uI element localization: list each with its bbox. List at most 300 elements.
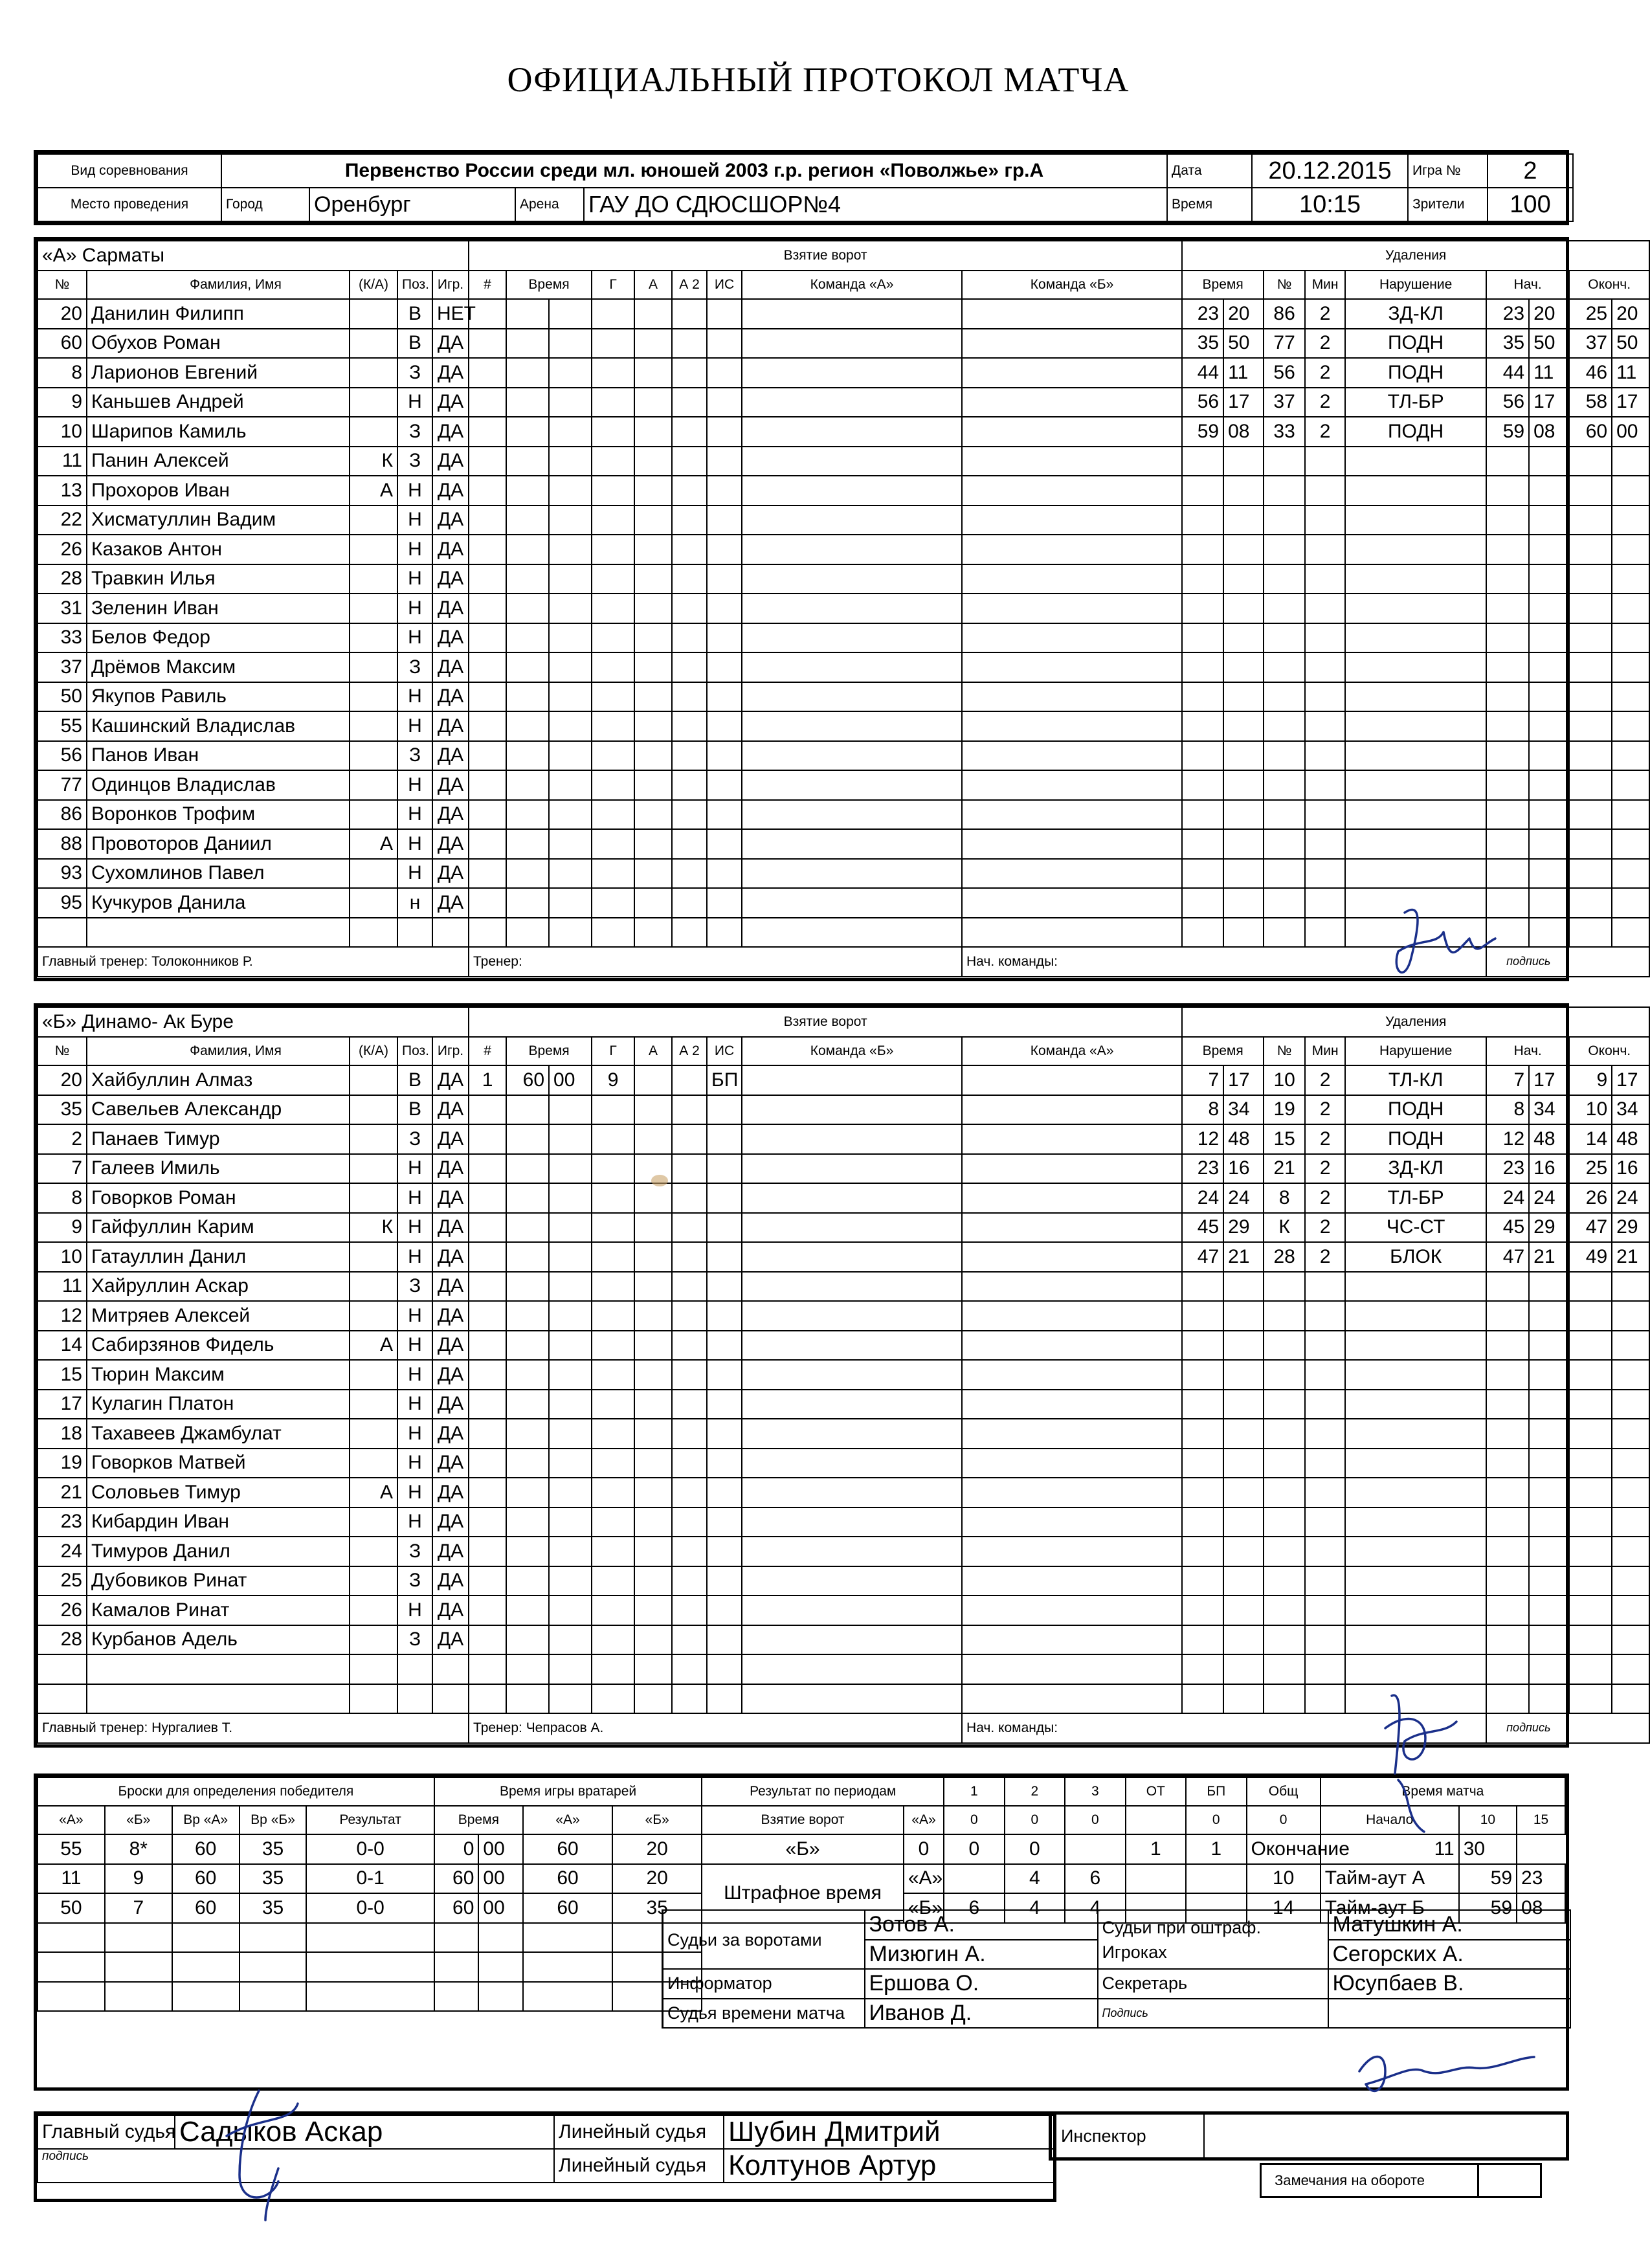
pen-start-sec [1529,859,1569,889]
goal-assist-1 [634,1301,672,1331]
goal-number [469,711,506,741]
goal-lineup-opp [962,623,1182,653]
pen-end-min [1569,1566,1612,1596]
pen-end-min: 14 [1569,1124,1612,1154]
player-name: Тюрин Максим [87,1360,350,1390]
player-row [38,299,1649,329]
goals-b-cell: 0 [944,1834,1004,1864]
player-row [38,770,1649,800]
goal-assist-2 [672,888,707,918]
pen-time-min [1182,1625,1223,1655]
pen-start-min [1486,1537,1529,1566]
goal-time-sec [549,506,592,535]
goal-time-sec [549,800,592,830]
goals-a-total: 0 [1247,1806,1321,1834]
pen-time-min: 47 [1182,1242,1223,1272]
pen-player [1264,623,1305,653]
pen-end-min [1569,770,1612,800]
so-b: 7 [105,1893,172,1923]
pen-start-sec: 24 [1529,1183,1569,1213]
player-position: Н [397,711,432,741]
pen-end-min: 49 [1569,1242,1612,1272]
goal-assist-1 [634,1566,672,1596]
pen-minutes [1305,859,1345,889]
pen-time-sec [1223,1478,1264,1507]
player-position: Н [397,770,432,800]
goal-number [469,770,506,800]
goal-scorer [592,829,634,859]
so-res: 0-0 [306,1893,434,1923]
goal-assist-1 [634,859,672,889]
so-vrb [240,1982,307,2012]
pen-time-min [1182,594,1223,623]
player-number: 55 [38,711,87,741]
goal-lineup-opp [962,1625,1182,1655]
goal-lineup-own [742,329,962,359]
pen-end-sec [1612,1478,1649,1507]
player-played: ДА [432,329,469,359]
player-role [350,652,397,682]
so-a [38,1982,105,2012]
goals-row-label: Взятие ворот [702,1806,904,1834]
pen-start-sec [1529,1301,1569,1331]
goal-number [469,594,506,623]
player-number: 15 [38,1360,87,1390]
goal-assist-1 [634,800,672,830]
pen-minutes [1305,1449,1345,1478]
pen-time-sec [1223,888,1264,918]
goal-situation [707,1595,742,1625]
so-col-vra: Вр «А» [172,1806,240,1834]
goal-situation [707,564,742,594]
col-pen-time: Время [1182,1037,1264,1065]
goal-time-sec [549,1537,592,1566]
linesman-1: Шубин Дмитрий [724,2115,1054,2149]
pen-time-sec: 50 [1223,329,1264,359]
so-a [38,1952,105,1982]
goal-time-min [506,1301,549,1331]
player-role: А [350,829,397,859]
goal-assist-1 [634,447,672,476]
goal-time-sec: 00 [549,1065,592,1095]
pen-start-min [1486,1390,1529,1419]
pen-end-sec: 24 [1612,1183,1649,1213]
pen-violation: ЗД-КЛ [1345,299,1486,329]
pen-end-min: 10 [1569,1095,1612,1125]
pen-time-sec [1223,1272,1264,1302]
goal-assist-1 [634,652,672,682]
player-played: ДА [432,358,469,388]
pen-time-sec: 16 [1223,1154,1264,1184]
so-col-vrb: Вр «Б» [240,1806,307,1834]
goal-assist-2 [672,388,707,417]
pen-start-sec: 20 [1529,299,1569,329]
goal-number [469,1272,506,1302]
pen-start-min [1486,1566,1529,1596]
pen-minutes [1305,918,1345,948]
pen-start-min [1486,1419,1529,1449]
pen-time-min [1182,1272,1223,1302]
period-1-head: 1 [944,1777,1004,1806]
goal-lineup-own [742,1272,962,1302]
pen-end-min: 60 [1569,417,1612,447]
pen-time-min [1182,711,1223,741]
player-position: Н [397,1242,432,1272]
pen-violation [1345,859,1486,889]
player-played: ДА [432,1242,469,1272]
goal-time-sec [549,329,592,359]
goal-lineup-own [742,888,962,918]
pen-player [1264,447,1305,476]
pen-time-sec: 11 [1223,358,1264,388]
goal-number [469,1507,506,1537]
player-number [38,1684,87,1714]
pen-time-sec [1223,564,1264,594]
goal-assist-1 [634,623,672,653]
pen-end-sec [1612,888,1649,918]
pen-start-sec: 17 [1529,388,1569,417]
goal-assist-2 [672,741,707,771]
player-number: 14 [38,1331,87,1361]
pen-time-sec [1223,1654,1264,1684]
player-row [38,800,1649,830]
player-name: Говорков Матвей [87,1449,350,1478]
pen-time-sec [1223,623,1264,653]
col-cmd-b: Команда «Б» [962,271,1182,299]
goal-time-sec [549,1595,592,1625]
pen-end-min [1569,918,1612,948]
pen-violation [1345,1449,1486,1478]
player-row [38,1183,1649,1213]
goal-situation [707,1360,742,1390]
player-name: Прохоров Иван [87,476,350,506]
goal-assist-2 [672,1478,707,1507]
goal-situation [707,1213,742,1243]
goal-assist-1 [634,506,672,535]
pen-time-sec [1223,1684,1264,1714]
goal-number [469,388,506,417]
player-role [350,1242,397,1272]
goal-assist-1 [634,1065,672,1095]
pen-violation [1345,535,1486,564]
pen-minutes [1305,447,1345,476]
city-label: Город [221,188,309,221]
pen-end-sec [1612,1684,1649,1714]
pen-time-min [1182,682,1223,712]
pen-time-sec [1223,1331,1264,1361]
goal-time-min [506,329,549,359]
goal-lineup-opp [962,1301,1182,1331]
player-row [38,829,1649,859]
end-sec: 30 [1459,1834,1517,1864]
gk-a [523,1923,612,1953]
pen-player [1264,770,1305,800]
so-vra: 60 [172,1834,240,1864]
pen-end-sec [1612,623,1649,653]
player-number: 31 [38,594,87,623]
team-a-title: «А» Сарматы [38,241,469,271]
goal-lineup-own [742,1095,962,1125]
linesman-2: Колтунов Артур [724,2149,1054,2183]
player-name: Казаков Антон [87,535,350,564]
pen-end-min [1569,1331,1612,1361]
player-number: 93 [38,859,87,889]
goal-lineup-own [742,770,962,800]
player-row [38,1566,1649,1596]
goal-time-sec [549,1213,592,1243]
goal-situation [707,1419,742,1449]
goal-scorer [592,1449,634,1478]
goal-lineup-own [742,1390,962,1419]
goal-scorer [592,1390,634,1419]
goal-scorer [592,1331,634,1361]
city: Оренбург [309,188,515,221]
goal-assist-1 [634,594,672,623]
pen-time-sec: 17 [1223,388,1264,417]
pen-minutes: 2 [1305,417,1345,447]
col-a: А [634,271,672,299]
pen-player: 21 [1264,1154,1305,1184]
goal-assist-1 [634,417,672,447]
goal-time-sec [549,1478,592,1507]
player-name: Соловьев Тимур [87,1478,350,1507]
player-position [397,918,432,948]
goal-time-min [506,1242,549,1272]
player-position: Н [397,1154,432,1184]
pen-player: 8 [1264,1183,1305,1213]
player-name: Ларионов Евгений [87,358,350,388]
pen-start-min [1486,859,1529,889]
player-role [350,1449,397,1478]
goal-time-min [506,652,549,682]
pen-end-sec [1612,652,1649,682]
goal-scorer [592,1301,634,1331]
col-viol: Нарушение [1345,271,1486,299]
goal-number [469,1684,506,1714]
goal-time-min [506,417,549,447]
pen-end-sec [1612,770,1649,800]
goal-number [469,1360,506,1390]
timeout-a-label: Тайм-аут А [1321,1864,1459,1894]
goal-assist-1 [634,1213,672,1243]
goal-scorer [592,1183,634,1213]
remarks-checkbox[interactable] [1477,2165,1541,2196]
player-played: ДА [432,1065,469,1095]
pen-start-min [1486,594,1529,623]
player-position: В [397,1065,432,1095]
pen-start-min: 45 [1486,1213,1529,1243]
player-number: 10 [38,417,87,447]
goal-scorer [592,1419,634,1449]
pen-start-sec [1529,1272,1569,1302]
goal-time-min [506,388,549,417]
pen-start-min [1486,1272,1529,1302]
player-played [432,918,469,948]
goalie-title: Время игры вратарей [434,1777,702,1806]
goal-time-sec [549,741,592,771]
end-label: Окончание [1247,1834,1321,1864]
pen-player [1264,535,1305,564]
pim-a-cell: 10 [1247,1864,1321,1894]
pen-minutes [1305,741,1345,771]
goal-lineup-own [742,1566,962,1596]
pen-time-min: 35 [1182,329,1223,359]
pim-a-cell [1186,1864,1246,1894]
player-role [350,770,397,800]
goal-assist-1 [634,1360,672,1390]
pen-time-min: 44 [1182,358,1223,388]
pen-start-sec [1529,888,1569,918]
pen-time-min [1182,829,1223,859]
goal-situation [707,506,742,535]
player-played: ДА [432,506,469,535]
pen-start-sec [1529,1419,1569,1449]
pen-end-sec [1612,1272,1649,1302]
player-row [38,652,1649,682]
pen-end-min [1569,1419,1612,1449]
player-row [38,711,1649,741]
col-cmd-a-opp: Команда «А» [962,1037,1182,1065]
period-3-head: 3 [1065,1777,1125,1806]
pen-minutes [1305,1684,1345,1714]
player-row [38,1390,1649,1419]
pen-end-sec: 00 [1612,417,1649,447]
col-pen-num: № [1264,271,1305,299]
goal-lineup-own [742,682,962,712]
player-number: 25 [38,1566,87,1596]
player-row [38,918,1649,948]
col-min: Мин [1305,1037,1345,1065]
goal-number [469,1419,506,1449]
pen-time-min [1182,564,1223,594]
pen-time-sec [1223,1301,1264,1331]
col-start: Нач. [1486,1037,1569,1065]
pen-violation [1345,800,1486,830]
player-number: 2 [38,1124,87,1154]
goal-time-min [506,535,549,564]
player-played: ДА [432,829,469,859]
goal-situation [707,1301,742,1331]
pen-start-sec [1529,741,1569,771]
goal-lineup-own [742,1065,962,1095]
timeout-a-sec: 23 [1517,1864,1565,1894]
pen-start-sec: 34 [1529,1095,1569,1125]
player-played [432,1684,469,1714]
pen-end-sec: 29 [1612,1213,1649,1243]
goal-scorer [592,888,634,918]
player-played: ДА [432,1419,469,1449]
player-row [38,1449,1649,1478]
player-number: 95 [38,888,87,918]
goal-assist-1 [634,388,672,417]
pen-player [1264,1390,1305,1419]
pen-minutes [1305,1507,1345,1537]
pen-violation: БЛОК [1345,1242,1486,1272]
goal-lineup-opp [962,1213,1182,1243]
goal-assist-2 [672,1124,707,1154]
goal-lineup-opp [962,535,1182,564]
goal-assist-1 [634,918,672,948]
player-position: З [397,1566,432,1596]
goal-assist-2 [672,1419,707,1449]
goal-time-min [506,1654,549,1684]
goal-situation [707,1183,742,1213]
player-row [38,1419,1649,1449]
goal-number [469,1566,506,1596]
match-time: 10:15 [1252,188,1408,221]
player-name: Митряев Алексей [87,1301,350,1331]
pen-player [1264,564,1305,594]
goal-lineup-own [742,506,962,535]
pen-end-sec [1612,1419,1649,1449]
pen-time-min [1182,1654,1223,1684]
goal-situation [707,888,742,918]
goals-a-ot [1126,1806,1186,1834]
pen-minutes [1305,888,1345,918]
so-a: 55 [38,1834,105,1864]
pen-time-min [1182,623,1223,653]
player-role [350,299,397,329]
pim-b-label: «Б» [904,1893,944,1923]
pen-end-sec [1612,829,1649,859]
goal-lineup-opp [962,1154,1182,1184]
goal-assist-1 [634,329,672,359]
goal-time-sec [549,1390,592,1419]
player-name: Кучкуров Данила [87,888,350,918]
goal-lineup-opp [962,859,1182,889]
pen-start-sec: 21 [1529,1242,1569,1272]
gk-time-min: 60 [434,1893,479,1923]
goal-time-min [506,1595,549,1625]
pen-end-min [1569,1272,1612,1302]
goals-label: Взятие ворот [469,241,1182,271]
goal-scorer [592,1242,634,1272]
pen-start-min: 23 [1486,1154,1529,1184]
pen-end-min: 47 [1569,1213,1612,1243]
pen-start-min [1486,1684,1529,1714]
team-b-section [34,1003,1638,1748]
pen-start-min: 47 [1486,1242,1529,1272]
player-name: Гайфуллин Карим [87,1213,350,1243]
pen-end-sec [1612,1654,1649,1684]
player-name [87,918,350,948]
pen-time-min [1182,859,1223,889]
pen-time-min [1182,652,1223,682]
period-2-head: 2 [1005,1777,1065,1806]
pen-start-min: 56 [1486,388,1529,417]
pen-time-sec [1223,829,1264,859]
pen-start-sec [1529,476,1569,506]
penalties-label-b: Удаления [1182,1007,1649,1037]
pen-start-sec [1529,1390,1569,1419]
gk-time-sec [478,1952,523,1982]
player-name: Шарипов Камиль [87,417,350,447]
pen-judge-2: Сегорских А. [1328,1940,1570,1970]
pen-end-sec: 20 [1612,299,1649,329]
secretary: Юсупбаев В. [1328,1969,1570,1999]
gk-a [523,1982,612,2012]
goal-number [469,1213,506,1243]
pim-row-label: Штрафное время [702,1864,904,1923]
col-name: Фамилия, Имя [87,271,350,299]
player-played: ДА [432,594,469,623]
col-ka: (К/А) [350,271,397,299]
goal-time-min [506,358,549,388]
pen-start-min [1486,652,1529,682]
goal-lineup-own [742,388,962,417]
player-played: ДА [432,417,469,447]
goal-time-min [506,1390,549,1419]
